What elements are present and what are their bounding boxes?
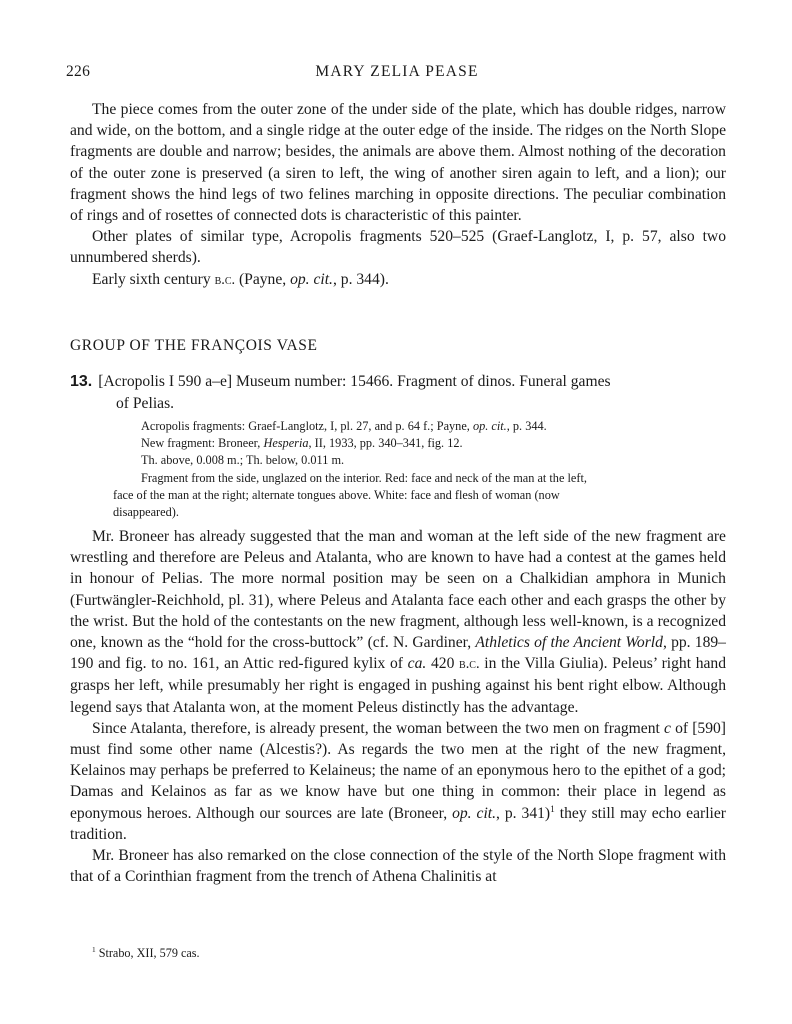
paragraph: Early sixth century b.c. (Payne, op. cit., p. 344).: [92, 270, 389, 288]
top-paragraphs: [70, 99, 726, 291]
paragraph: Mr. Broneer has also remarked on the close connection of the style of the North Slope fragment with that of a Corinthian fragment from the trench of Athena Chalinitis at: [70, 847, 726, 886]
running-header: [66, 63, 728, 85]
paragraph: Mr. Broneer has already suggested that the man and woman at the left side of the new fragment are wrestling and therefore are Peleus and Atalanta, who are known to have had a contest at the games held in honour of Pelias. The more normal position may be seen on a Chalkidian amphora in Munich (Furtwängler-Reichhold, pl. 31), where Peleus and Atalanta face each other and each grasps the other by the wrist. But the hold of the contestants on the new fragment, although less well-known, is a recognized one, known as the “hold for the cross-buttock” (cf. N. Gardiner, Athletics of the Ancient World, pp. 189–190 and fig. to no. 161, an Attic red-figured kylix of ca. 420 b.c. in the Villa Giulia). Peleus’ right hand grasps her left, while presumably her right is engaged in pushing against his bent right elbow. Although legend says that Atalanta won, at the moment Peleus distinctly has the advantage.: [70, 528, 727, 716]
footnote-ref: 1: [550, 804, 555, 815]
description-note: Fragment from the side, unglazed on the interior. Red: face and neck of the man at the left,: [141, 471, 587, 485]
running-title: MARY ZELIA PEASE: [315, 63, 479, 80]
footnote-mark: 1: [92, 944, 96, 954]
thickness-note: Th. above, 0.008 m.; Th. below, 0.011 m.: [141, 453, 345, 467]
paragraph: Other plates of similar type, Acropolis fragments 520–525 (Graef-Langlotz, I, p. 57, also two unnumbered sherds).: [70, 228, 726, 267]
body-text: [70, 526, 726, 887]
paragraph: Since Atalanta, therefore, is already present, the woman between the two men on fragment c of [590] must find some other name (Alcestis?). As regards the two men at the right of the new fragment, Kelainos may perhaps be preferred to Kelaineus; the name of an eponymous hero to the epithet of a god; Damas and Kelainos as far as we know have but one thing in common: their place in legend as eponymous heroes. Although our sources are late (Broneer, op. cit., p. 341)$^1$ they still may echo earlier tradition.: [70, 719, 726, 843]
entry-number: 13.: [70, 373, 93, 390]
description-note-cont: face of the man at the right; alternate tongues above. White: face and flesh of woman (now disappeared).: [113, 488, 560, 519]
paragraph: The piece comes from the outer zone of the under side of the plate, which has double ridges, narrow and wide, on the bottom, and a single ridge at the outer edge of the inside. The ridges on the North Slope fragments are double and narrow; besides, the animals are above them. Almost nothing of the decoration of the outer zone is preserved (a siren to left, the wing of another siren again to left, and a lion); our fragment shows the hind legs of two felines marching in opposite directions. The peculiar combination of rings and of rosettes of connected dots is characteristic of this painter.: [70, 101, 726, 225]
bibliography-note: New fragment: Broneer, Hesperia, II, 1933, pp. 340–341, fig. 12.: [141, 436, 463, 450]
catalogue-entry: 13. [Acropolis I 590 a–e] Museum number: 15466. Fragment of dinos. Funeral games of Pelias.: [70, 373, 611, 412]
bibliography-note: Acropolis fragments: Graef-Langlotz, I, pl. 27, and p. 64 f.; Payne, op. cit., p. 344.: [141, 419, 547, 433]
entry-notes: [141, 418, 726, 469]
section-heading: GROUP OF THE FRANÇOIS VASE: [70, 337, 318, 354]
page-number: 226: [66, 63, 91, 80]
footnote: $^1$ Strabo, XII, 579 cas.: [92, 944, 200, 960]
